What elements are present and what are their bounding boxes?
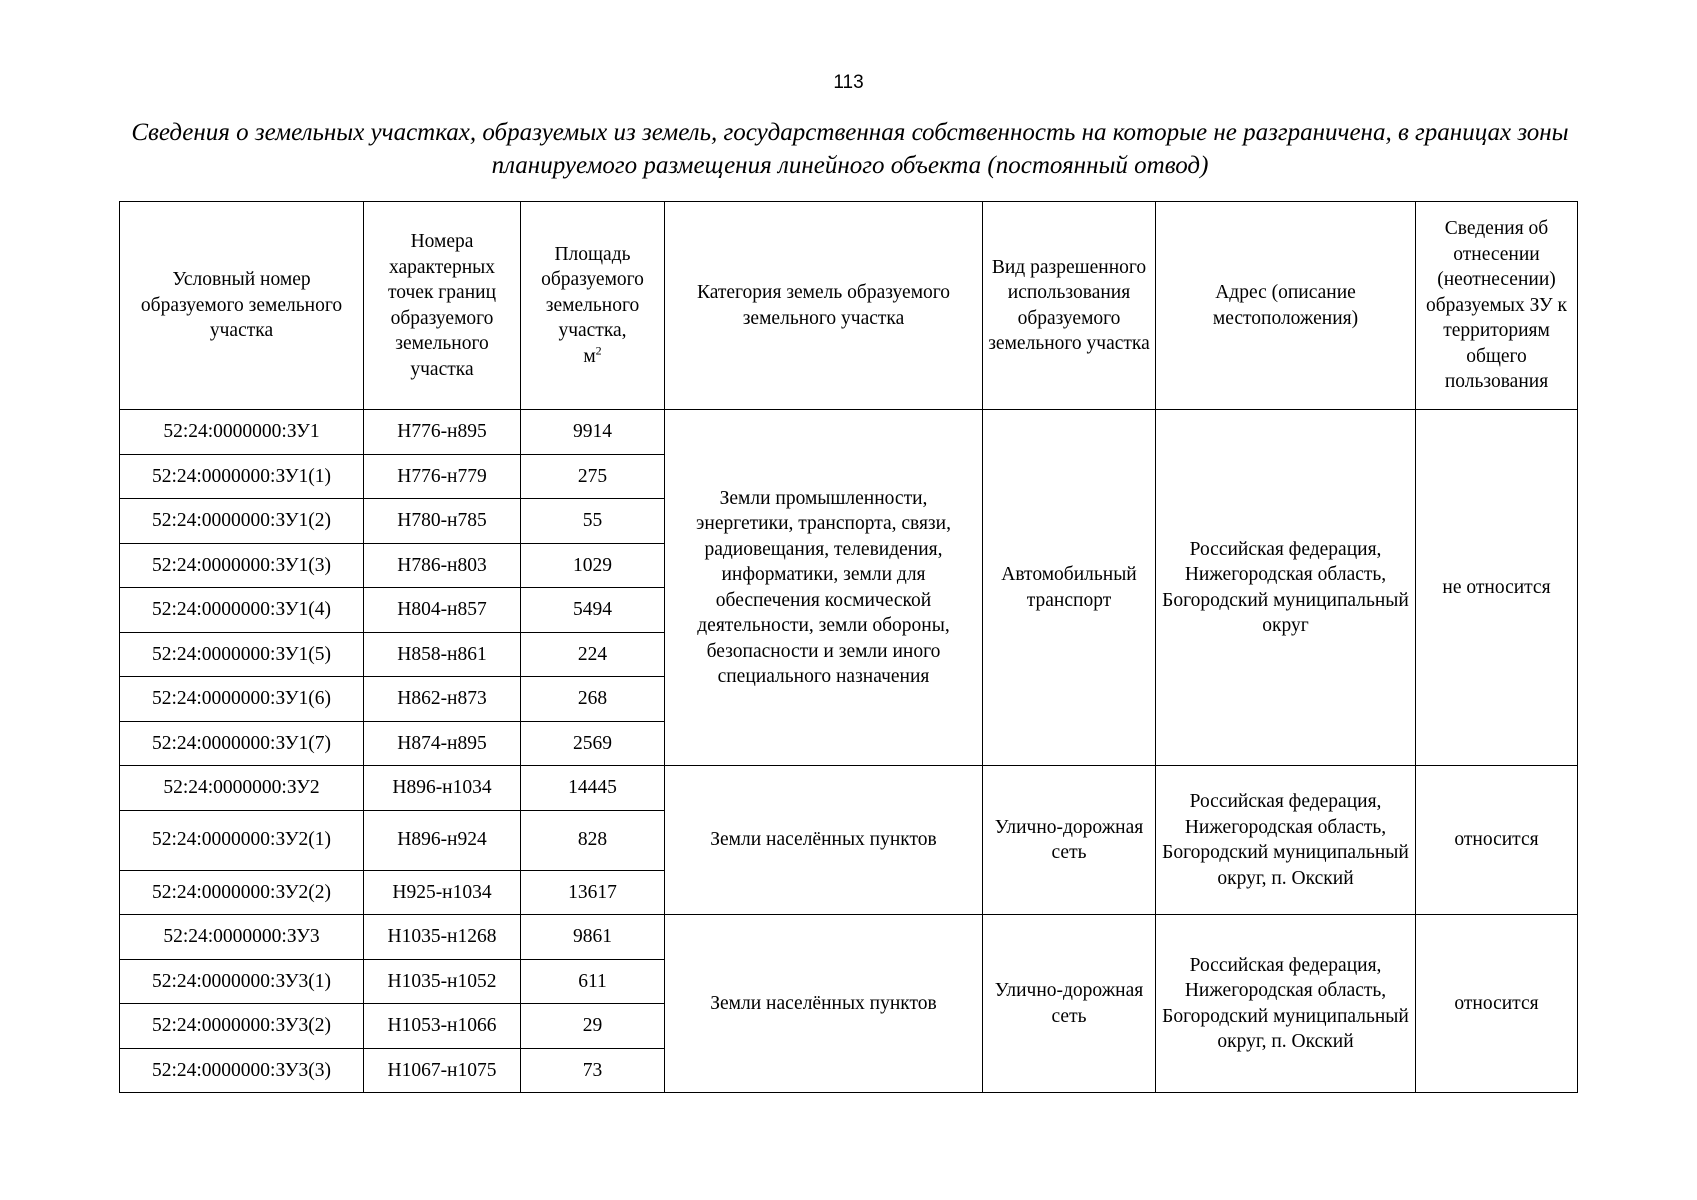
boundary-points-cell: Н862-н873 bbox=[364, 677, 521, 722]
boundary-points-cell: Н1053-н1066 bbox=[364, 1004, 521, 1049]
plot-number-cell: 52:24:0000000:ЗУ2 bbox=[120, 766, 364, 811]
area-cell: 2569 bbox=[521, 721, 665, 766]
boundary-points-cell: Н776-н779 bbox=[364, 454, 521, 499]
land-category-cell: Земли населённых пунктов bbox=[665, 766, 983, 915]
boundary-points-cell: Н786-н803 bbox=[364, 543, 521, 588]
plot-number-cell: 52:24:0000000:ЗУ2(2) bbox=[120, 870, 364, 915]
permitted-use-cell: Улично-дорожная сеть bbox=[983, 766, 1156, 915]
plot-number-cell: 52:24:0000000:ЗУ3(1) bbox=[120, 959, 364, 1004]
boundary-points-cell: Н896-н1034 bbox=[364, 766, 521, 811]
area-cell: 828 bbox=[521, 810, 665, 870]
plot-number-cell: 52:24:0000000:ЗУ3 bbox=[120, 915, 364, 960]
plot-number-cell: 52:24:0000000:ЗУ1(2) bbox=[120, 499, 364, 544]
area-cell: 1029 bbox=[521, 543, 665, 588]
land-category-cell: Земли населённых пунктов bbox=[665, 915, 983, 1093]
plot-number-cell: 52:24:0000000:ЗУ1(3) bbox=[120, 543, 364, 588]
public-territory-cell: относится bbox=[1416, 915, 1578, 1093]
boundary-points-cell: Н858-н861 bbox=[364, 632, 521, 677]
table-row bbox=[120, 915, 1578, 960]
header-area-unit-exponent: 2 bbox=[595, 343, 602, 358]
plot-number-cell: 52:24:0000000:ЗУ2(1) bbox=[120, 810, 364, 870]
header-permitted-use: Вид разрешенного использования образуемого земельного участка bbox=[983, 202, 1156, 410]
header-area-unit: м bbox=[583, 345, 596, 367]
area-cell: 14445 bbox=[521, 766, 665, 811]
address-cell: Российская федерация, Нижегородская область, Богородский муниципальный округ, п. Окский bbox=[1156, 915, 1416, 1093]
area-cell: 55 bbox=[521, 499, 665, 544]
plot-number-cell: 52:24:0000000:ЗУ1(1) bbox=[120, 454, 364, 499]
table-row bbox=[120, 410, 1578, 455]
area-cell: 29 bbox=[521, 1004, 665, 1049]
area-cell: 9861 bbox=[521, 915, 665, 960]
land-category-cell: Земли промышленности, энергетики, транспорта, связи, радиовещания, телевидения, информатики, земли для обеспечения космической деятельности, земли обороны, безопасности и земли иного специального назначения bbox=[665, 410, 983, 766]
area-cell: 268 bbox=[521, 677, 665, 722]
plot-number-cell: 52:24:0000000:ЗУ1 bbox=[120, 410, 364, 455]
boundary-points-cell: Н776-н895 bbox=[364, 410, 521, 455]
boundary-points-cell: Н925-н1034 bbox=[364, 870, 521, 915]
plot-number-cell: 52:24:0000000:ЗУ1(5) bbox=[120, 632, 364, 677]
permitted-use-cell: Улично-дорожная сеть bbox=[983, 915, 1156, 1093]
header-plot-number: Условный номер образуемого земельного участка bbox=[120, 202, 364, 410]
area-cell: 73 bbox=[521, 1048, 665, 1093]
boundary-points-cell: Н1035-н1052 bbox=[364, 959, 521, 1004]
page-number: 113 bbox=[833, 72, 864, 93]
table-header bbox=[120, 202, 1578, 410]
table-row bbox=[120, 766, 1578, 811]
plot-number-cell: 52:24:0000000:ЗУ3(2) bbox=[120, 1004, 364, 1049]
document-title: Сведения о земельных участках, образуемых из земель, государственная собственность на которые не разграничена, в границах зоны планируемого размещения линейного объекта (постоянный отвод) bbox=[131, 119, 1569, 179]
plot-number-cell: 52:24:0000000:ЗУ1(6) bbox=[120, 677, 364, 722]
plot-number-cell: 52:24:0000000:ЗУ1(4) bbox=[120, 588, 364, 633]
header-public-territory: Сведения об отнесении (неотнесении) образуемых ЗУ к территориям общего пользования bbox=[1416, 202, 1578, 410]
header-area bbox=[521, 202, 665, 410]
header-land-category: Категория земель образуемого земельного участка bbox=[665, 202, 983, 410]
header-address: Адрес (описание местоположения) bbox=[1156, 202, 1416, 410]
area-cell: 5494 bbox=[521, 588, 665, 633]
plot-number-cell: 52:24:0000000:ЗУ3(3) bbox=[120, 1048, 364, 1093]
boundary-points-cell: Н1067-н1075 bbox=[364, 1048, 521, 1093]
address-cell: Российская федерация, Нижегородская область, Богородский муниципальный округ, п. Окский bbox=[1156, 766, 1416, 915]
boundary-points-cell: Н1035-н1268 bbox=[364, 915, 521, 960]
area-cell: 13617 bbox=[521, 870, 665, 915]
boundary-points-cell: Н804-н857 bbox=[364, 588, 521, 633]
boundary-points-cell: Н780-н785 bbox=[364, 499, 521, 544]
land-plots-table bbox=[119, 201, 1578, 1093]
area-cell: 9914 bbox=[521, 410, 665, 455]
header-area-label: Площадь образуемого земельного участка, bbox=[541, 243, 644, 342]
area-cell: 224 bbox=[521, 632, 665, 677]
header-boundary-points: Номера характерных точек границ образуемого земельного участка bbox=[364, 202, 521, 410]
area-cell: 275 bbox=[521, 454, 665, 499]
area-cell: 611 bbox=[521, 959, 665, 1004]
plot-number-cell: 52:24:0000000:ЗУ1(7) bbox=[120, 721, 364, 766]
public-territory-cell: относится bbox=[1416, 766, 1578, 915]
address-cell: Российская федерация, Нижегородская область, Богородский муниципальный округ bbox=[1156, 410, 1416, 766]
permitted-use-cell: Автомобильный транспорт bbox=[983, 410, 1156, 766]
public-territory-cell: не относится bbox=[1416, 410, 1578, 766]
boundary-points-cell: Н896-н924 bbox=[364, 810, 521, 870]
boundary-points-cell: Н874-н895 bbox=[364, 721, 521, 766]
